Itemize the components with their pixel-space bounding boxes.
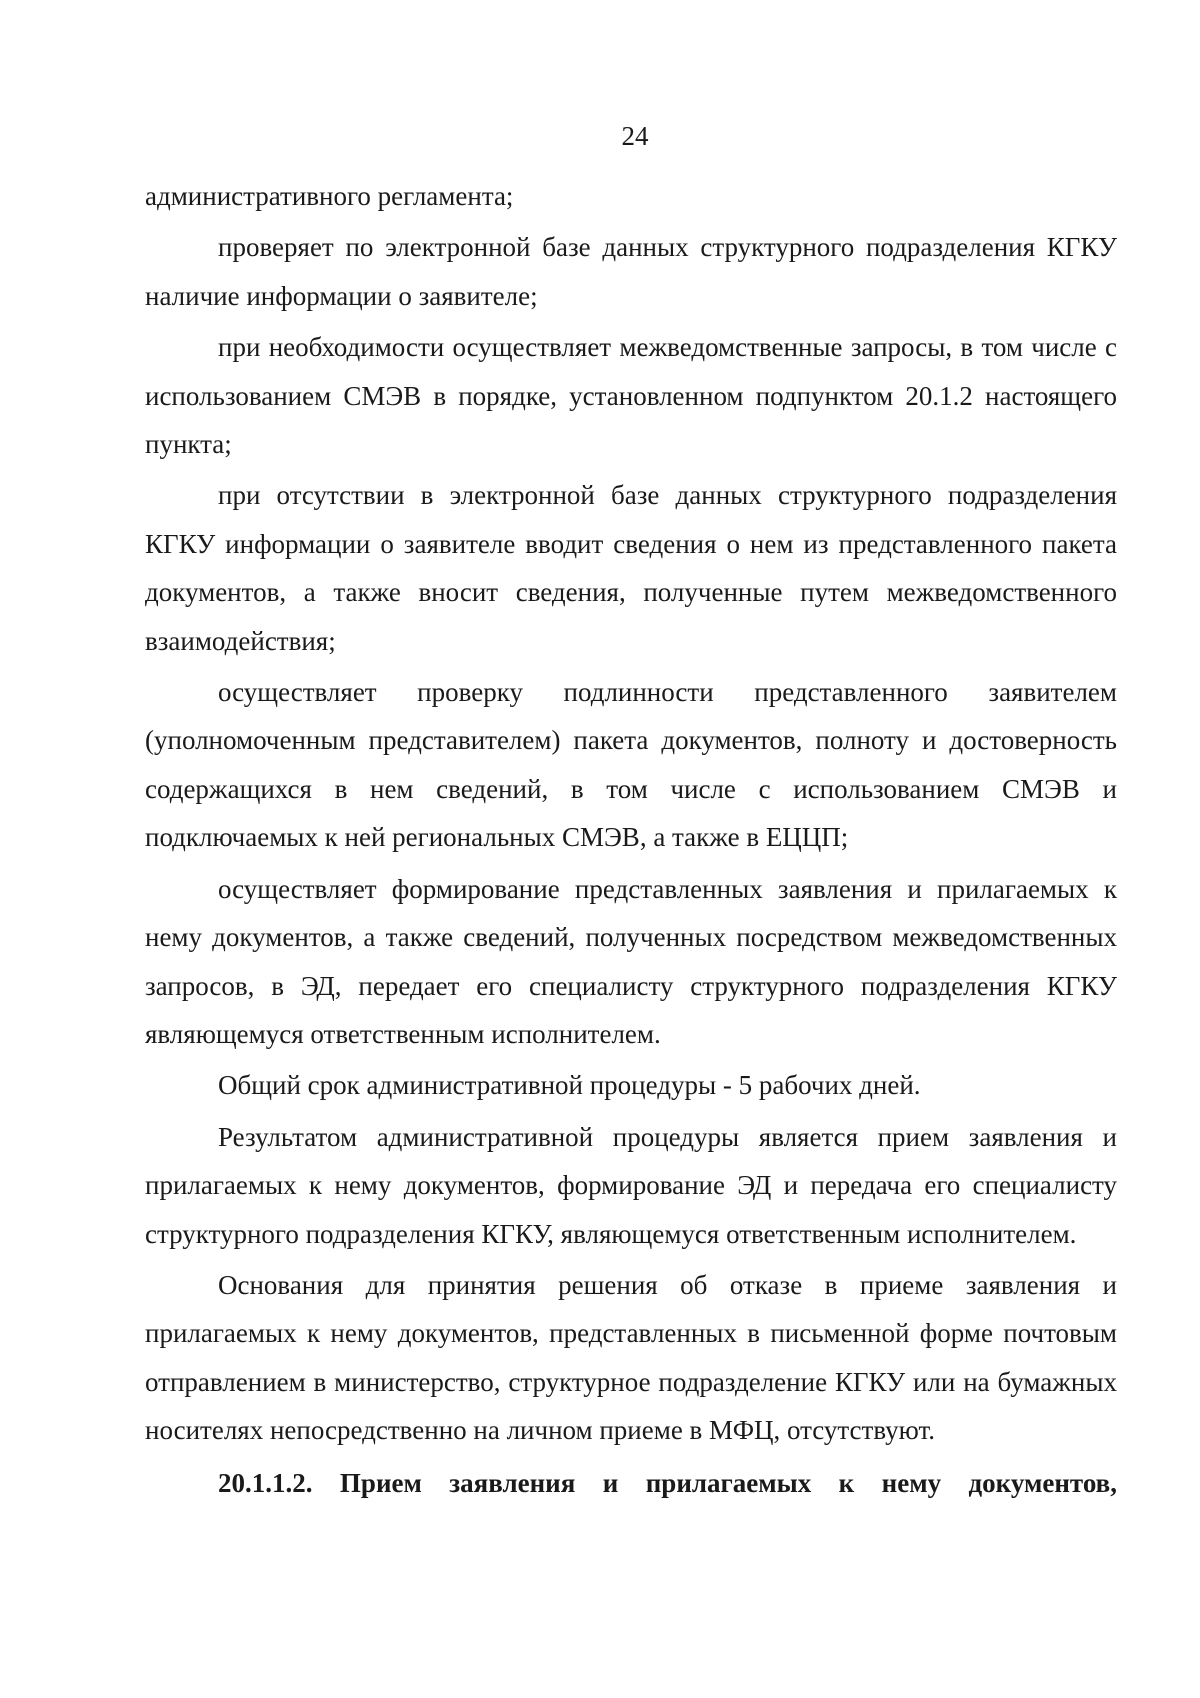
section-heading: 20.1.1.2. Прием заявления и прилагаемых к нему документов, bbox=[218, 1467, 1117, 1498]
paragraph-electronic-file: осуществляет формирование представленных заявления и прилагаемых к нему документов, а также сведений, полученных посредством межведомственных запросов, в ЭД, передает его специалисту структурного подразделения КГКУ являющемуся ответственным исполнителем. bbox=[145, 873, 1117, 1049]
paragraph-enter-applicant-data: при отсутствии в электронной базе данных структурного подразделения КГКУ информации о заявителе вводит сведения о нем из представленного пакета документов, а также вносит сведения, полученные путем межведомственного взаимодействия; bbox=[145, 480, 1117, 656]
paragraph-authenticity-check: осуществляет проверку подлинности представленного заявителем (уполномоченным представителем) пакета документов, полноту и достоверность содержащихся в нем сведений, в том числе с использованием СМЭВ и подключаемых к ней региональных СМЭВ, а также в ЕЦЦП; bbox=[145, 677, 1117, 853]
paragraph-continuation: административного регламента; bbox=[145, 181, 514, 211]
paragraph-refusal-grounds: Основания для принятия решения об отказе в приеме заявления и прилагаемых к нему документов, представленных в письменной форме почтовым отправлением в министерство, структурное подразделение КГКУ или на бумажных носителях непосредственно на личном приеме в МФЦ, отсутствуют. bbox=[145, 1269, 1117, 1446]
paragraph-interagency-requests: при необходимости осуществляет межведомственные запросы, в том числе с использованием СМЭВ в порядке, установленном подпунктом 20.1.2 настоящего пункта; bbox=[145, 332, 1117, 460]
paragraph-check-database: проверяет по электронной базе данных структурного подразделения КГКУ наличие информации о заявителе; bbox=[145, 232, 1117, 311]
document-body bbox=[145, 172, 1117, 1510]
paragraph-procedure-result: Результатом административной процедуры является прием заявления и прилагаемых к нему документов, формирование ЭД и передача его специалисту структурного подразделения КГКУ, являющемуся ответственным исполнителем. bbox=[145, 1121, 1117, 1249]
page-number: 24 bbox=[621, 121, 649, 151]
paragraph-procedure-duration: Общий срок административной процедуры - 5 рабочих дней. bbox=[218, 1070, 921, 1101]
